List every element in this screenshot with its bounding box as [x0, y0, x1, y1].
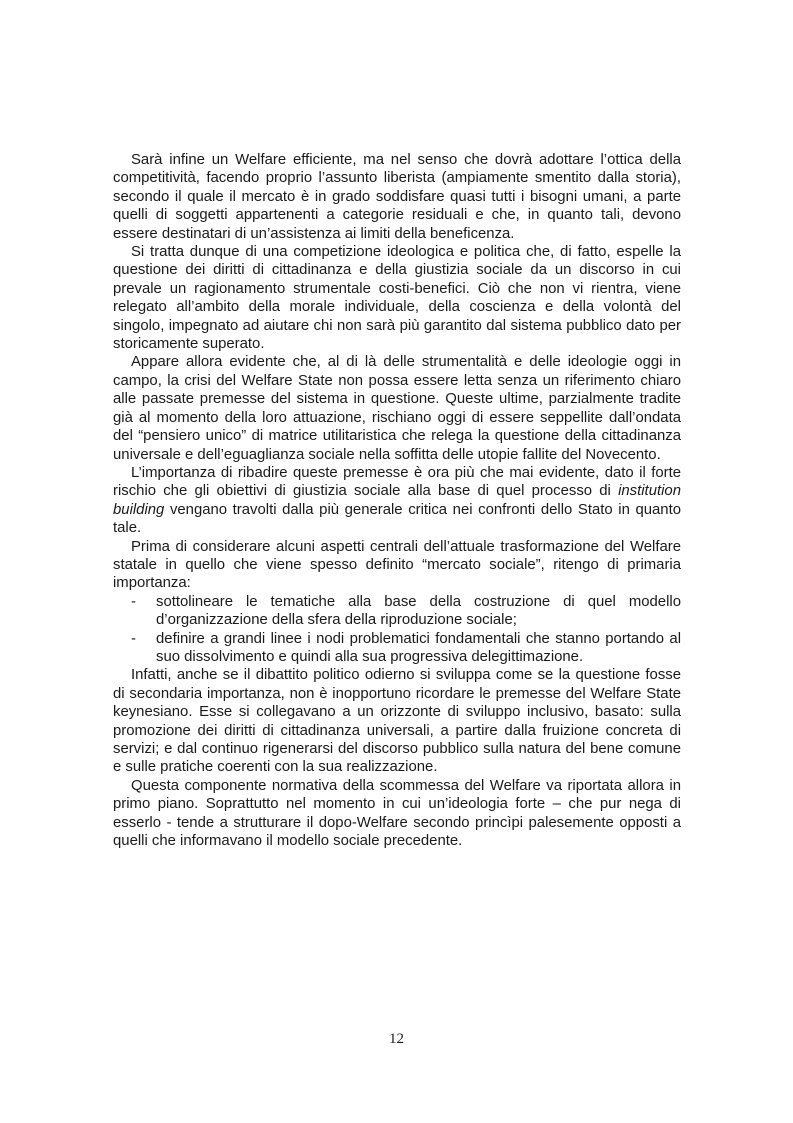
- body-text: [113, 151, 681, 850]
- list-item-text: definire a grandi linee i nodi problematici fondamentali che stanno portando al suo dissolvimento e quindi alla sua progressiva delegittimazione.: [156, 630, 681, 665]
- bullet-list: [113, 593, 681, 667]
- paragraph-4-text-end: vengano travolti dalla più generale critica nei confronti dello Stato in quanto tale.: [113, 501, 681, 537]
- list-dash-marker: -: [131, 630, 136, 647]
- paragraph-7: Questa componente normativa della scommessa del Welfare va riportata allora in primo piano. Soprattutto nel momento in cui un’ideologia forte – che pur nega di esserlo - tende a strutturare il dopo-Welfare secondo princìpi palesemente opposti a quelli che informavano il modello sociale precedente.: [113, 777, 681, 850]
- list-dash-marker: -: [131, 593, 136, 610]
- list-item: [113, 593, 681, 630]
- paragraph-5: Prima di considerare alcuni aspetti centrali dell’attuale trasformazione del Welfare statale in quello che viene spesso definito “mercato sociale”, ritengo di primaria importanza:: [113, 538, 681, 592]
- paragraph-4: [113, 464, 681, 538]
- paragraph-3: Appare allora evidente che, al di là delle strumentalità e delle ideologie oggi in campo, la crisi del Welfare State non possa essere letta senza un riferimento chiaro alle passate premesse del sistema in questione. Queste ultime, parzialmente tradite già al momento della loro attuazione, rischiano oggi di essere seppellite dall’ondata del “pensiero unico” di matrice utilitaristica che relega la questione della cittadinanza universale e dell’eguaglianza sociale nella soffitta delle utopie fallite del Novecento.: [113, 354, 681, 463]
- paragraph-2: Si tratta dunque di una competizione ideologica e politica che, di fatto, espelle la questione dei diritti di cittadinanza e della giustizia sociale da un discorso in cui prevale un ragionamento strumentale costi-benefici. Ciò che non vi rientra, viene relegato all’ambito della morale individuale, della coscienza e della volontà del singolo, impegnato ad aiutare chi non sarà più garantito dal sistema pubblico dato per storicamente superato.: [113, 244, 681, 353]
- page-number: 12: [389, 1031, 404, 1047]
- paragraph-6: Infatti, anche se il dibattito politico odierno si sviluppa come se la questione fosse di secondaria importanza, non è inopportuno ricordare le premesse del Welfare State keynesiano. Esse si collegavano a un orizzonte di sviluppo inclusivo, basato: sulla promozione dei diritti di cittadinanza universali, a partire dalla fruizione concreta di servizi; e dal continuo rigenerarsi del discorso pubblico sulla natura del bene comune e sulle pratiche coerenti con la sua realizzazione.: [113, 667, 681, 776]
- paragraph-4-italic-term: institution building: [113, 483, 681, 518]
- paragraph-4-text-start: L’importanza di ribadire queste premesse è ora più che mai evidente, dato il forte rischio che gli obiettivi di giustizia sociale alla base di quel processo di: [113, 464, 681, 500]
- list-item-text: sottolineare le tematiche alla base della costruzione di quel modello d’organizzazione della sfera della riproduzione sociale;: [156, 593, 681, 629]
- paragraph-1: Sarà infine un Welfare efficiente, ma nel senso che dovrà adottare l’ottica della competitività, facendo proprio l’assunto liberista (ampiamente smentito dalla storia), secondo il quale il mercato è in grado soddisfare quasi tutti i bisogni umani, a parte quelli di soggetti appartenenti a categorie residuali e che, in quanto tali, devono essere destinatari di un’assistenza ai limiti della beneficenza.: [113, 152, 681, 242]
- list-item: [113, 630, 681, 667]
